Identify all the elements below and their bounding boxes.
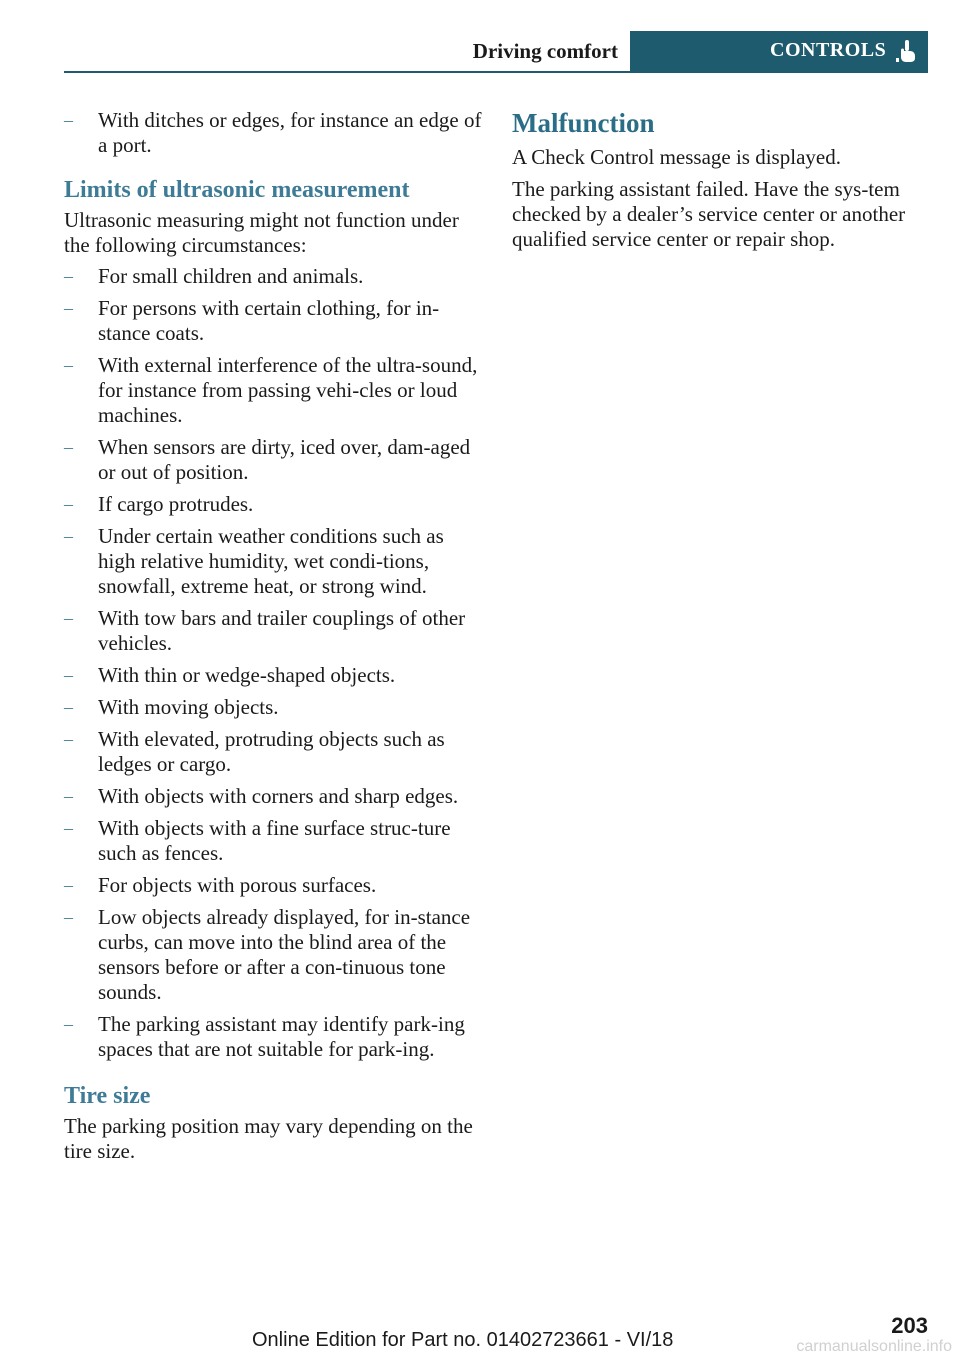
list-item: – With elevated, protruding objects such as ledges or cargo. bbox=[64, 727, 484, 777]
right-column bbox=[512, 108, 932, 252]
list-item: – With ditches or edges, for instance an edge of a port. bbox=[64, 108, 484, 158]
tire-size-heading: Tire size bbox=[64, 1083, 151, 1109]
malfunction-text: The parking assistant failed. Have the sys-tem checked by a dealer’s service center or another qualified service center or repair shop. bbox=[512, 177, 906, 251]
malfunction-text: A Check Control message is displayed. bbox=[512, 145, 841, 169]
list-item: – With thin or wedge-shaped objects. bbox=[64, 663, 484, 688]
list-item: – For objects with porous surfaces. bbox=[64, 873, 484, 898]
limits-heading: Limits of ultrasonic measurement bbox=[64, 177, 410, 203]
chapter-tab bbox=[630, 31, 928, 71]
list-item: – For persons with certain clothing, for in-stance coats. bbox=[64, 296, 484, 346]
footer-edition: Online Edition for Part no. 01402723661 - VI/18 bbox=[252, 1329, 674, 1351]
list-item: – For small children and animals. bbox=[64, 264, 484, 289]
list-item: – With moving objects. bbox=[64, 695, 484, 720]
malfunction-heading: Malfunction bbox=[512, 108, 655, 138]
continued-list bbox=[64, 108, 484, 158]
list-item: – With objects with corners and sharp edges. bbox=[64, 784, 484, 809]
tire-size-text: The parking position may vary depending on the tire size. bbox=[64, 1114, 473, 1163]
list-item: – Under certain weather conditions such as high relative humidity, wet condi-tions, snowfall, extreme heat, or strong wind. bbox=[64, 524, 484, 599]
limits-list bbox=[64, 264, 484, 1062]
limits-intro: Ultrasonic measuring might not function under the following circumstances: bbox=[64, 208, 459, 257]
list-item: – With tow bars and trailer couplings of other vehicles. bbox=[64, 606, 484, 656]
hand-pointer-icon bbox=[896, 39, 918, 63]
chapter-tab-label: CONTROLS bbox=[770, 39, 887, 61]
page-number: 203 bbox=[891, 1313, 928, 1338]
list-item: – The parking assistant may identify park-ing spaces that are not suitable for park-ing. bbox=[64, 1012, 484, 1062]
list-item: – With external interference of the ultra-sound, for instance from passing vehi-cles or loud machines. bbox=[64, 353, 484, 428]
page-header bbox=[64, 31, 928, 73]
list-item: – If cargo protrudes. bbox=[64, 492, 484, 517]
section-title: Driving comfort bbox=[472, 39, 618, 63]
watermark: carmanualsonline.info bbox=[796, 1338, 952, 1355]
list-item: – Low objects already displayed, for in-stance curbs, can move into the blind area of the sensors before or after a con-tinuous tone sounds. bbox=[64, 905, 484, 1005]
list-item: – When sensors are dirty, iced over, dam-aged or out of position. bbox=[64, 435, 484, 485]
list-item: – With objects with a fine surface struc-ture such as fences. bbox=[64, 816, 484, 866]
left-column bbox=[64, 108, 484, 1164]
